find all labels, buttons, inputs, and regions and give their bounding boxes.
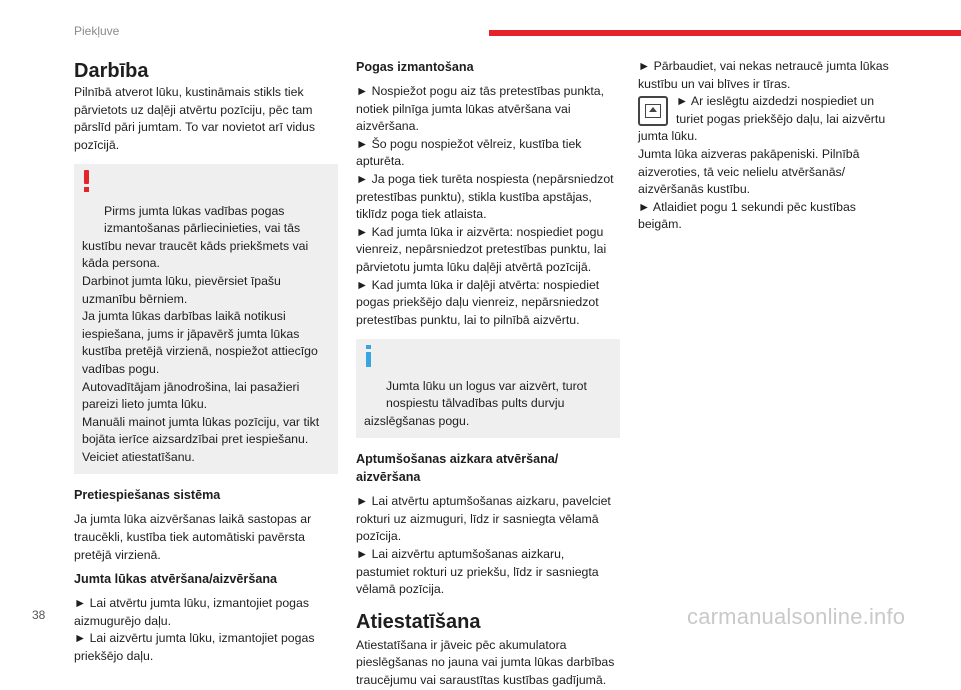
intro-paragraph: Pilnībā atverot lūku, kustināmais stikls tiek pārvietots uz daļēji atvērtu pozīciju, pēc tam pārslīd pāri jumtam. To var novietot arī vidus pozīcijā. xyxy=(74,85,316,152)
anti-pinch-heading: Pretiespiešanas sistēma xyxy=(74,488,221,503)
header-title: Piekļuve xyxy=(74,24,120,38)
info-box xyxy=(356,339,620,438)
watermark: carmanualsonline.info xyxy=(687,604,906,629)
warning-icon xyxy=(84,170,90,192)
sunroof-button-icon xyxy=(638,96,668,126)
open-close-paragraph: ► Lai atvērtu jumta lūku, izmantojiet pogas aizmugurējo daļu. ► Lai aizvērtu jumta lūku, izmantojiet pogas priekšējo daļu. xyxy=(74,596,315,664)
button-use-heading: Pogas izmantošana xyxy=(356,60,474,74)
info-body-text: aizslēgšanas pogu. xyxy=(364,413,470,428)
close-instruction-lead: ► Ar ieslēgtu aizdedzi nospiediet un turiet pogas priekšējo daļu, lai aizvērtu xyxy=(676,94,886,126)
column-middle xyxy=(356,56,620,690)
info-icon xyxy=(366,345,372,367)
check-paragraph: ► Pārbaudiet, vai nekas netraucē jumta lūkas kustību un vai blīves ir tīras. xyxy=(638,59,889,91)
reset-heading: Atiestatīšana xyxy=(356,610,481,633)
open-close-heading: Jumta lūkas atvēršana/aizvēršana xyxy=(74,572,278,587)
page-number: 38 xyxy=(32,608,46,622)
blind-heading: Aptumšošanas aizkara atvēršana/ aizvēršana xyxy=(356,452,559,485)
warning-lead-text: Pirms jumta lūkas vadības pogas izmantošanas pārliecinieties, vai tās xyxy=(104,203,301,236)
section-heading-operation: Darbība xyxy=(74,60,149,82)
warning-body-text: kustību nevar traucēt kāds priekšmets vai kāda persona. Darbinot jumta lūku, pievērsiet īpašu uzmanību bērniem. Ja jumta lūkas darbības laikā notikusi iespiešana, jums ir jāpavērš jumta lūkas kustība pretējā virzienā, nospiežot attiecīgo vadības pogu. Autovadītājam jānodrošina, lai pasažieri pareizi lieto jumta lūku. Manuāli mainot jumta lūkas pozīciju, var tikt bojāta ierīce aizsardzībai pret iespiešanu. Veiciet atiestatīšanu. xyxy=(82,238,320,464)
blind-paragraph: ► Lai atvērtu aptumšošanas aizkaru, pavelciet rokturi uz aizmuguri, līdz ir sasniegta vēlamā pozīcija. ► Lai aizvērtu aptumšošanas aizkaru, pastumiet rokturi uz priekšu, līdz ir sasniegta vēlamā pozīcija. xyxy=(356,494,611,597)
column-left xyxy=(74,56,338,666)
close-instruction-body: jumta lūku. Jumta lūka aizveras pakāpeniski. Pilnībā aizveroties, tā veic nelielu atvēršanās/ aizvēršanās kustību. ► Atlaidiet pogu 1 sekundi pēc kustības beigām. xyxy=(638,129,860,232)
column-right xyxy=(638,56,902,234)
header-accent-bar xyxy=(489,30,961,36)
warning-box xyxy=(74,164,338,474)
reset-paragraph: Atiestatīšana ir jāveic pēc akumulatora pieslēgšanas no jauna vai jumta lūkas darbības traucējumu vai saraustītas kustības gadījumā. xyxy=(356,637,615,688)
button-use-paragraph: ► Nospiežot pogu aiz tās pretestības punkta, notiek pilnīga jumta lūkas atvēršana vai aizvēršana. ► Šo pogu nospiežot vēlreiz, kustība tiek apturēta. ► Ja poga tiek turēta nospiesta (nepārsniedzot pretestības punktu), stikla kustība apstājas, tiklīdz poga tiek atlaista. ► Kad jumta lūka ir aizvērta: nospiediet pogu vienreiz, nepārsniedzot pretestības punktu, lai pārvietotu jumta lūku daļēji atvērtā pozīcijā. ► Kad jumta lūka ir daļēji atvērta: nospiediet pogas priekšējo daļu vienreiz, nepārsniedzot pretestības punktu, lai to pilnībā aizvērtu. xyxy=(356,84,614,327)
info-lead-text: Jumta lūku un logus var aizvērt, turot nospiestu tālvadības pults durvju xyxy=(386,378,587,411)
anti-pinch-paragraph: Ja jumta lūka aizvēršanas laikā sastopas ar traucēkli, kustība tiek automātiski pavērsta pretējā virzienā. xyxy=(74,512,312,562)
